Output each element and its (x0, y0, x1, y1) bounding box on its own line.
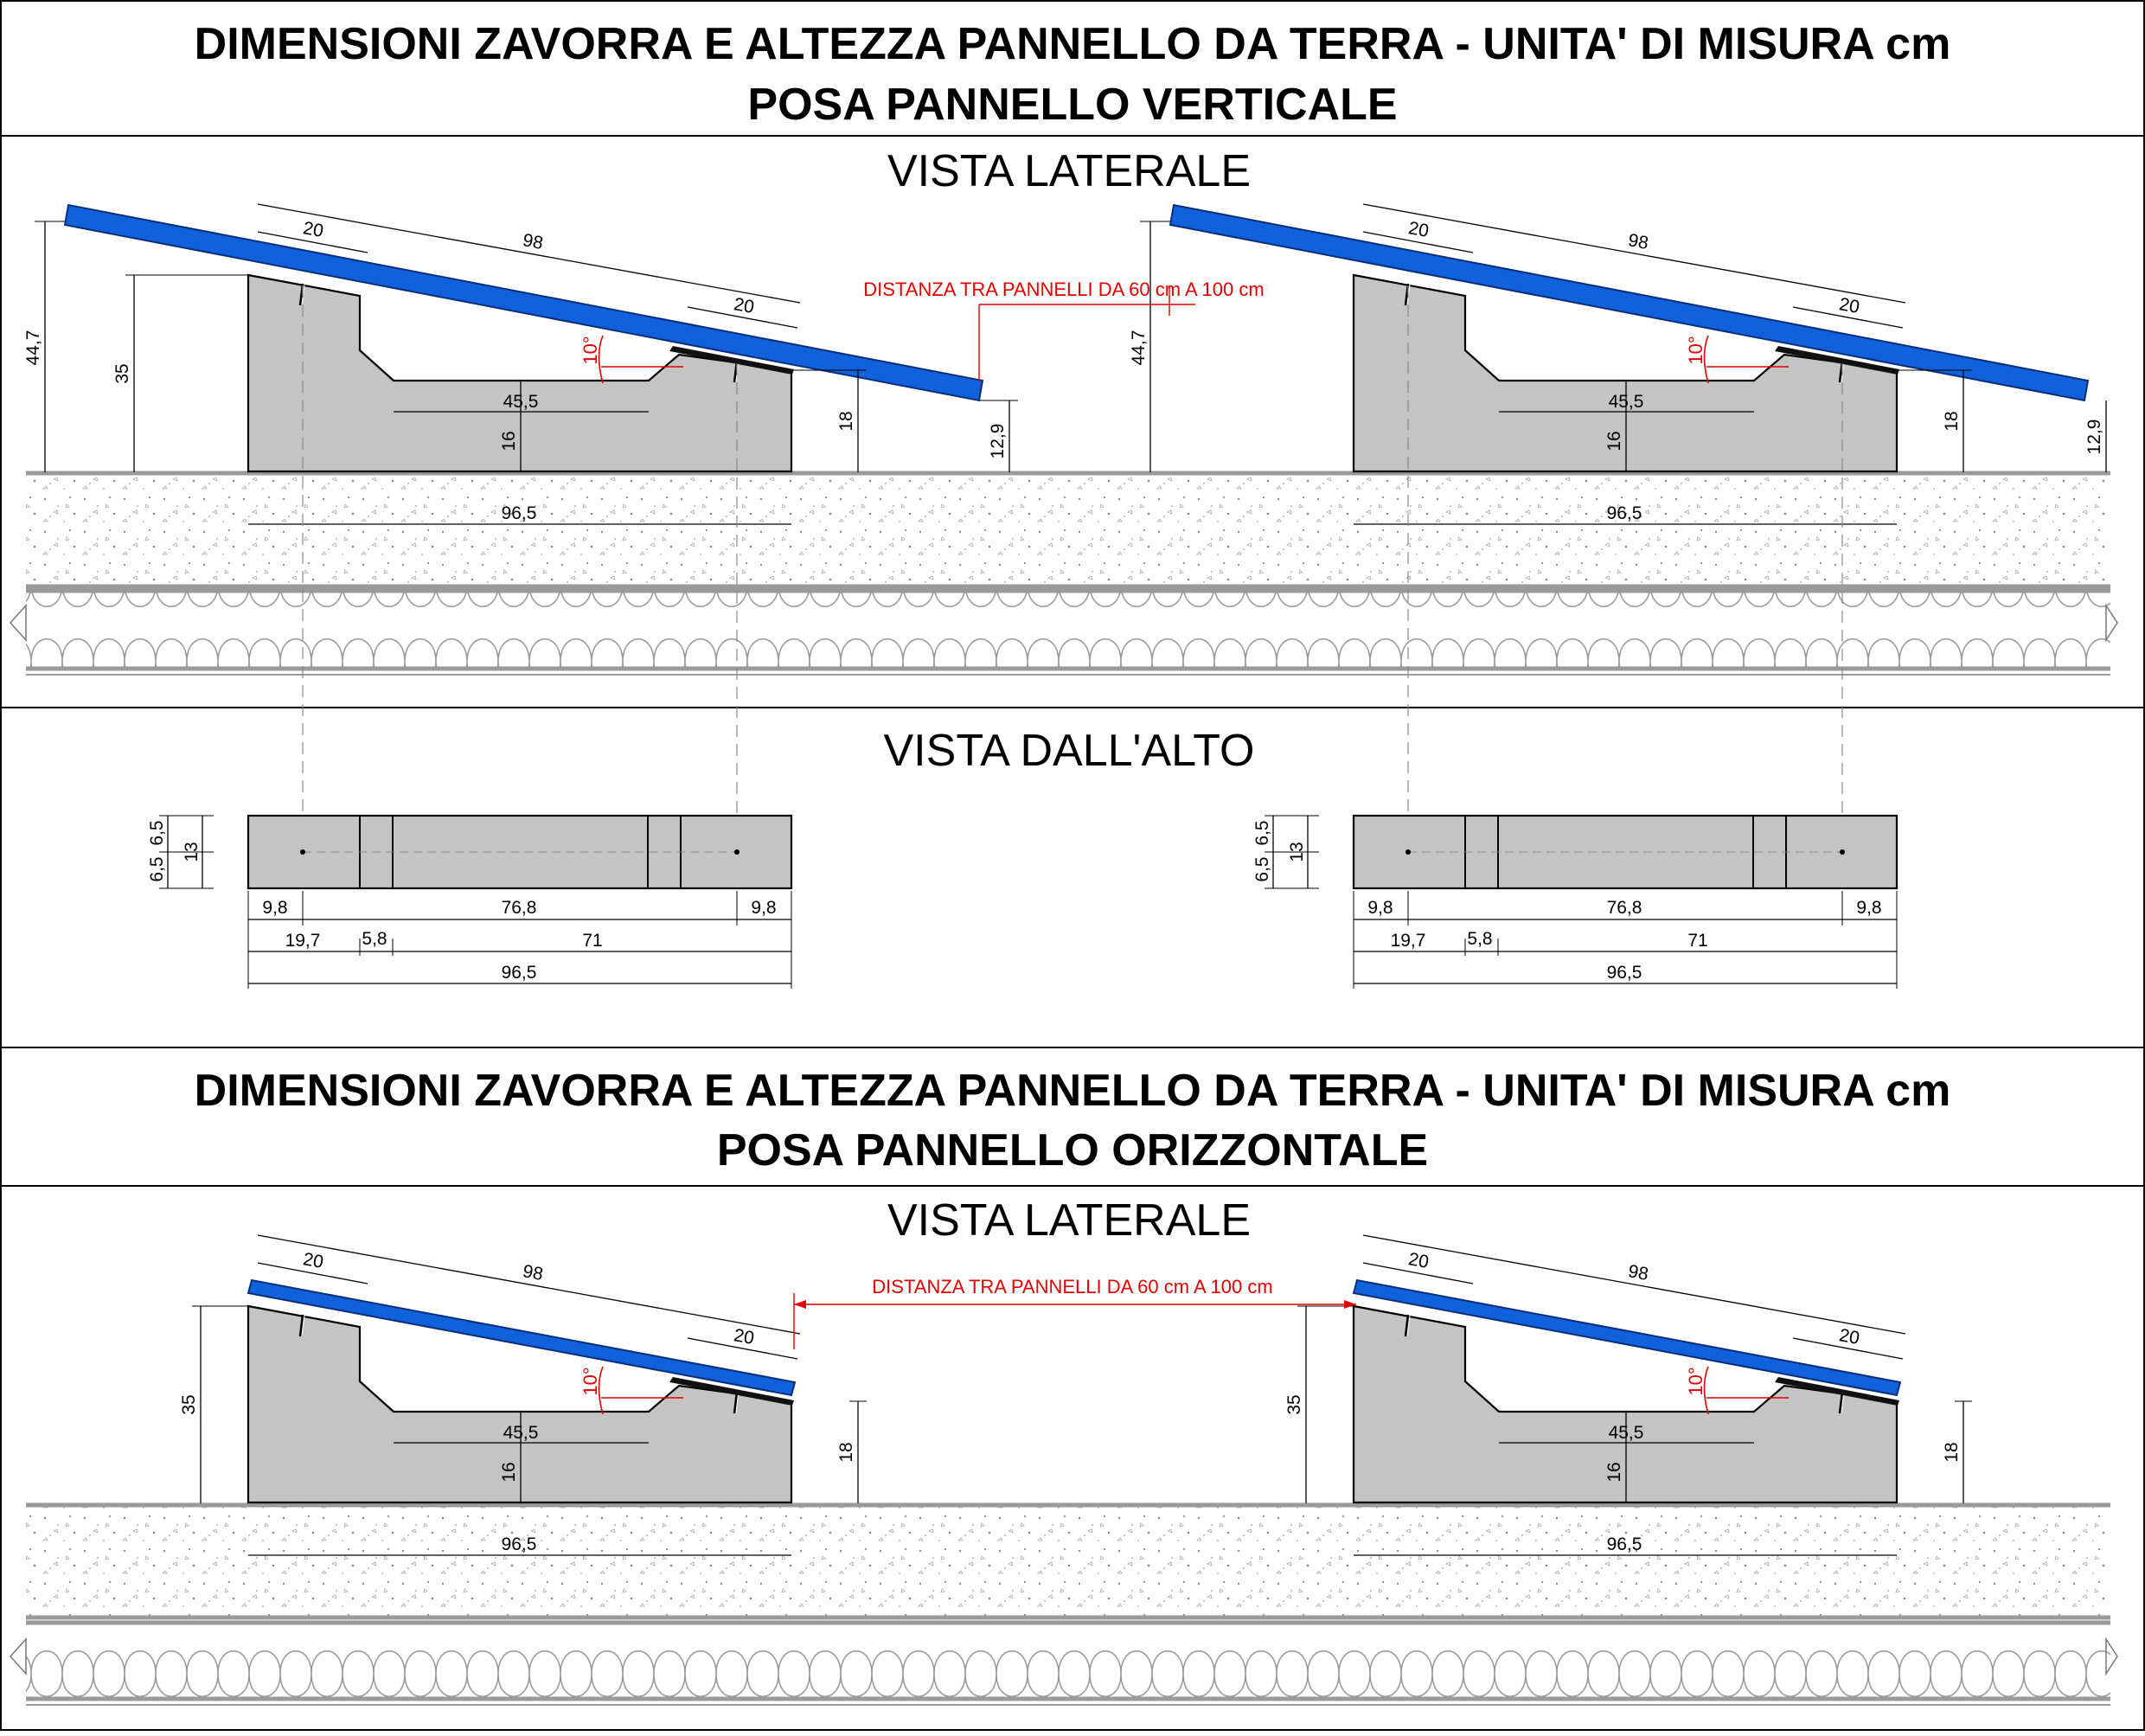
dim-rear-section: 71 (1687, 931, 1708, 951)
dim-half-width: 6,5 (1252, 856, 1272, 882)
distance-annotation-horizontal (794, 1276, 1356, 1349)
ground-layers-horizontal (10, 1503, 2117, 1705)
dim-total-length: 96,5 (501, 1534, 537, 1554)
dim-inner-width: 45,5 (1608, 392, 1644, 412)
dim-slot: 5,8 (362, 929, 387, 949)
dim-total-length: 96,5 (1606, 1534, 1642, 1554)
top-view-left (147, 816, 791, 989)
dim-pin-span: 76,8 (1606, 898, 1642, 918)
distance-annotation-vertical (863, 279, 1264, 381)
dim-rear-height: 18 (836, 411, 856, 432)
dim-tilt-angle: 10° (579, 336, 601, 365)
dim-tilt-angle: 10° (579, 1367, 601, 1396)
dim-overhang-rear: 20 (1837, 1325, 1861, 1349)
dim-total-length: 96,5 (1606, 503, 1642, 523)
dim-base-height: 16 (499, 1462, 519, 1483)
dim-edge-offset: 9,8 (1856, 898, 1882, 918)
dim-rear-height: 18 (836, 1442, 856, 1463)
dim-base-height: 16 (499, 431, 519, 452)
dim-edge-offset: 9,8 (1367, 898, 1393, 918)
dim-tilt-angle: 10° (1685, 336, 1706, 365)
dim-panel-length: 98 (1626, 230, 1650, 254)
section-vertical-title-line1: DIMENSIONI ZAVORRA E ALTEZZA PANNELLO DA TERRA - UNITA' DI MISURA cm (194, 19, 1951, 69)
dim-width: 13 (182, 842, 202, 862)
dim-rear-height: 18 (1942, 1442, 1962, 1463)
dim-base-height: 16 (1604, 1462, 1624, 1483)
dim-ballast-height: 35 (112, 363, 132, 384)
section-horizontal-title-line1: DIMENSIONI ZAVORRA E ALTEZZA PANNELLO DA TERRA - UNITA' DI MISURA cm (194, 1066, 1951, 1116)
dim-overhang-rear: 20 (732, 1325, 756, 1349)
dim-total: 96,5 (1606, 963, 1642, 983)
dim-panel-length: 98 (521, 230, 545, 254)
dim-total: 96,5 (501, 963, 537, 983)
dim-base-height: 16 (1604, 431, 1624, 452)
dim-pin-span: 76,8 (501, 898, 537, 918)
dim-slot: 5,8 (1467, 929, 1493, 949)
top-view-title: VISTA DALL'ALTO (883, 726, 1255, 776)
dim-overhang-front: 20 (1406, 218, 1431, 242)
section-horizontal-title-line2: POSA PANNELLO ORIZZONTALE (716, 1125, 1429, 1175)
dim-panel-height-high: 44,7 (23, 330, 43, 366)
dim-overhang-front: 20 (301, 1249, 325, 1273)
dim-panel-length: 98 (521, 1261, 545, 1285)
dim-panel-length: 98 (1626, 1261, 1650, 1285)
dim-edge-offset: 9,8 (262, 898, 288, 918)
ballast-unit-horizontal-right (1354, 1280, 1900, 1502)
dim-half-width: 6,5 (147, 856, 167, 882)
dim-half-width: 6,5 (1252, 820, 1272, 846)
distance-note-horizontal: DISTANZA TRA PANNELLI DA 60 cm A 100 cm (872, 1276, 1273, 1297)
ground-layers-vertical (10, 472, 2117, 675)
dim-panel-height-low: 12,9 (2084, 419, 2104, 455)
distance-note-vertical: DISTANZA TRA PANNELLI DA 60 cm A 100 cm (863, 279, 1265, 300)
dim-rear-height: 18 (1942, 411, 1962, 432)
dim-tilt-angle: 10° (1685, 1367, 1706, 1396)
dim-ballast-height: 35 (1284, 1394, 1304, 1415)
dim-edge-offset: 9,8 (751, 898, 777, 918)
dim-overhang-front: 20 (1406, 1249, 1431, 1273)
side-view-title-horizontal: VISTA LATERALE (887, 1195, 1252, 1246)
dim-rear-section: 71 (582, 931, 603, 951)
dim-overhang-rear: 20 (1837, 294, 1861, 318)
dim-inner-width: 45,5 (503, 1423, 539, 1443)
section-vertical-title-line2: POSA PANNELLO VERTICALE (747, 80, 1398, 130)
dim-panel-height-high: 44,7 (1129, 330, 1149, 366)
top-view-right (1252, 816, 1897, 989)
ballast-unit-horizontal-left (248, 1280, 795, 1502)
dim-overhang-front: 20 (301, 218, 325, 242)
dim-front-section: 19,7 (1390, 931, 1426, 951)
dim-overhang-rear: 20 (732, 294, 756, 318)
dim-front-section: 19,7 (285, 931, 321, 951)
dim-panel-height-low: 12,9 (988, 423, 1008, 459)
dim-width: 13 (1287, 842, 1307, 862)
dim-total-length: 96,5 (501, 503, 537, 523)
dim-inner-width: 45,5 (1608, 1423, 1644, 1443)
dim-half-width: 6,5 (147, 820, 167, 846)
dim-inner-width: 45,5 (503, 392, 539, 412)
side-view-title-vertical: VISTA LATERALE (887, 146, 1252, 196)
dim-ballast-height: 35 (179, 1394, 199, 1415)
